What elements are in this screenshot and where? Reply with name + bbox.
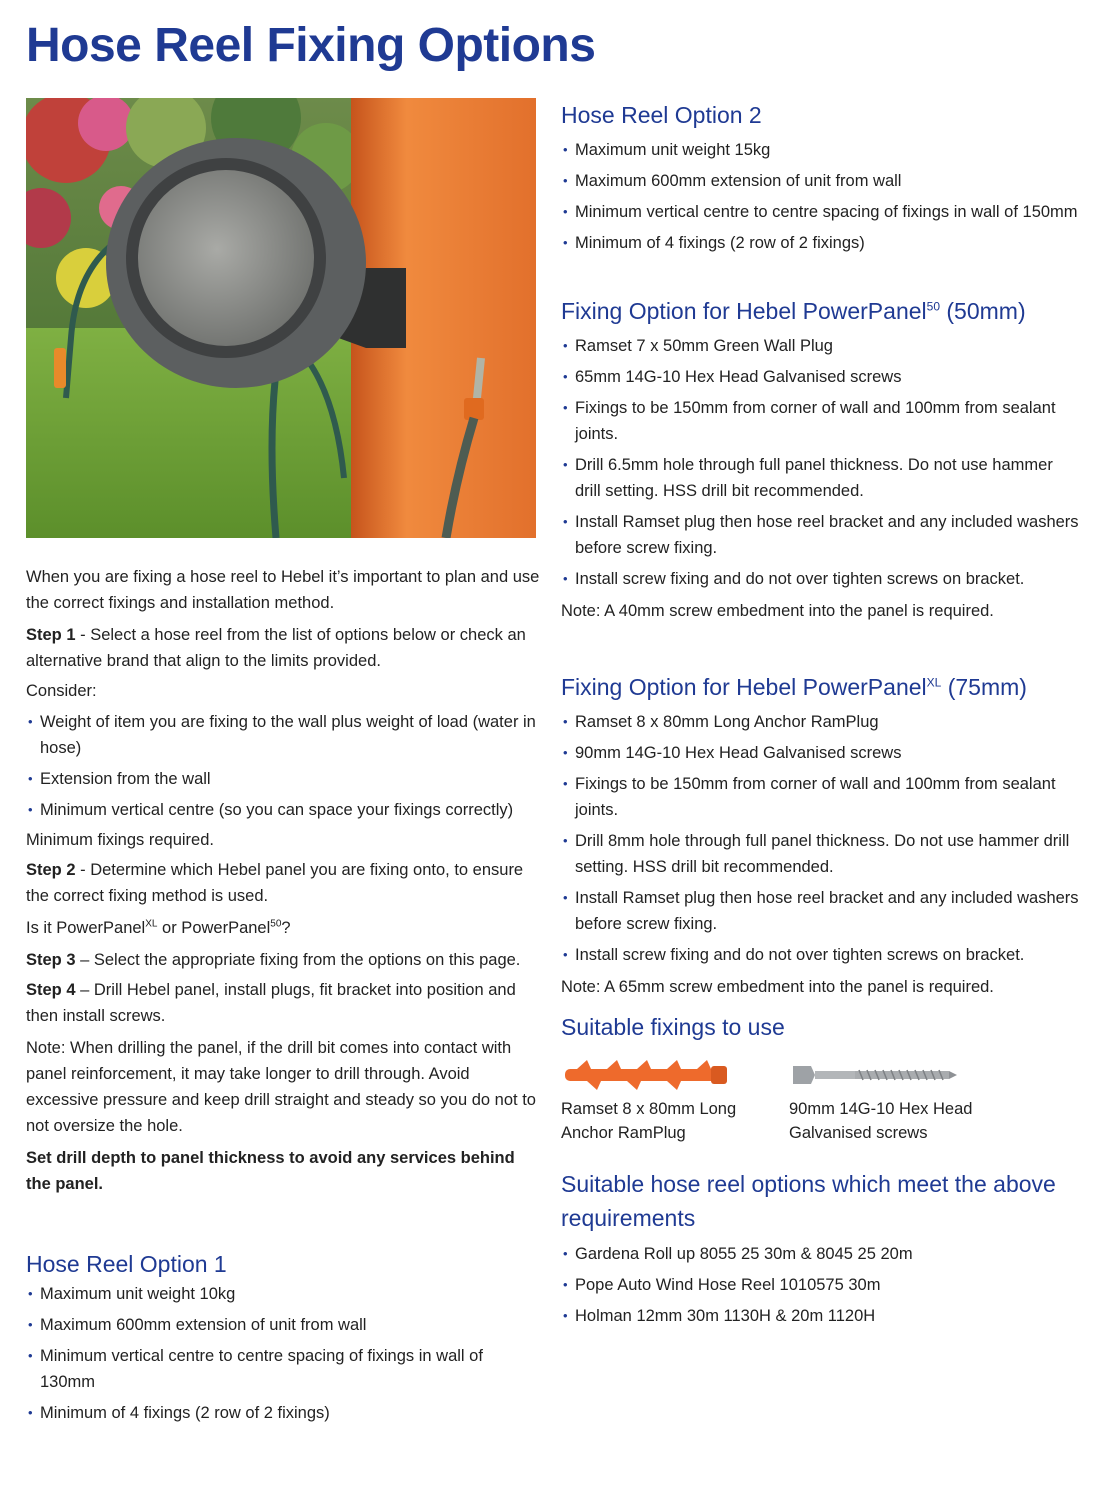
list-item: • Maximum unit weight 15kg: [561, 137, 1081, 163]
list-item: • Fixings to be 150mm from corner of wall and 100mm from sealant joints.: [561, 771, 1081, 823]
consider-label: Consider:: [26, 682, 97, 700]
list-item: • Minimum vertical centre (so you can space your fixings correctly): [26, 797, 541, 823]
consider-list: [26, 709, 541, 823]
option-2-heading: Hose Reel Option 2: [561, 102, 762, 128]
right-column: [561, 98, 1081, 1329]
list-item: • Extension from the wall: [26, 766, 541, 792]
question-50: 50: [270, 918, 282, 930]
list-item: • Minimum vertical centre to centre spacing of fixings in wall of 130mm: [26, 1343, 541, 1395]
panel-question: [26, 915, 541, 941]
step-3: [26, 947, 541, 973]
step-4-label: Step 4: [26, 981, 76, 999]
question-mid: or PowerPanel: [157, 919, 271, 937]
pp50-heading-post: (50mm): [940, 298, 1026, 324]
list-item: • Ramset 7 x 50mm Green Wall Plug: [561, 333, 1081, 359]
screw-fixing: [789, 1058, 1017, 1145]
step-2: [26, 857, 541, 909]
anchor-fixing: [561, 1058, 789, 1145]
ppxl-heading-post: (75mm): [941, 674, 1027, 700]
pp50-note: Note: A 40mm screw embedment into the panel is required.: [561, 602, 994, 620]
list-item: • Maximum 600mm extension of unit from wall: [26, 1312, 541, 1338]
step-3-label: Step 3: [26, 951, 76, 969]
step-2-text: - Determine which Hebel panel you are fixing onto, to ensure the correct fixing method is used.: [26, 861, 524, 905]
page-title: Hose Reel Fixing Options: [26, 19, 596, 72]
step-1-label: Step 1: [26, 626, 76, 644]
option-1-heading: Hose Reel Option 1: [26, 1251, 227, 1277]
list-item: • Minimum of 4 fixings (2 row of 2 fixings): [561, 230, 1081, 256]
drill-depth-warning: Set drill depth to panel thickness to avoid any services behind the panel.: [26, 1149, 515, 1193]
list-item: • Holman 12mm 30m 1130H & 20m 1120H: [561, 1303, 1081, 1329]
list-item: • 90mm 14G-10 Hex Head Galvanised screws: [561, 740, 1081, 766]
question-end: ?: [281, 919, 291, 937]
ppxl-heading: [561, 670, 1081, 704]
list-item: • Gardena Roll up 8055 25 30m & 8045 25 20m: [561, 1241, 1081, 1267]
hex-screw-icon: [789, 1058, 959, 1092]
intro-text: When you are fixing a hose reel to Hebel it’s important to plan and use the correct fixings and installation method.: [26, 568, 540, 612]
min-fixings-text: Minimum fixings required.: [26, 831, 214, 849]
pp50-heading-sup: 50: [926, 299, 940, 314]
list-item: • 65mm 14G-10 Hex Head Galvanised screws: [561, 364, 1081, 390]
list-item: • Maximum unit weight 10kg: [26, 1281, 541, 1307]
list-item: • Minimum vertical centre to centre spacing of fixings in wall of 150mm: [561, 199, 1081, 225]
question-pre: Is it PowerPanel: [26, 919, 146, 937]
screw-caption: 90mm 14G-10 Hex Head Galvanised screws: [789, 1100, 973, 1142]
reels-heading: Suitable hose reel options which meet the above requirements: [561, 1171, 1056, 1231]
fixings-heading: Suitable fixings to use: [561, 1014, 785, 1040]
question-xl: XL: [145, 918, 158, 930]
ppxl-heading-sup: XL: [926, 675, 942, 690]
list-item: • Weight of item you are fixing to the wall plus weight of load (water in hose): [26, 709, 541, 761]
ppxl-heading-pre: Fixing Option for Hebel PowerPanel: [561, 674, 927, 700]
drilling-note: Note: When drilling the panel, if the drill bit comes into contact with panel reinforcement, it may take longer to drill through. Avoid excessive pressure and keep drill straight and steady so you do not to not oversize the hole.: [26, 1039, 536, 1135]
list-item: • Drill 8mm hole through full panel thickness. Do not use hammer drill setting. HSS drill bit recommended.: [561, 828, 1081, 880]
fixings-row: [561, 1058, 1081, 1145]
step-3-text: – Select the appropriate fixing from the options on this page.: [75, 951, 521, 969]
reels-list: [561, 1241, 1081, 1329]
list-item: • Maximum 600mm extension of unit from wall: [561, 168, 1081, 194]
list-item: • Pope Auto Wind Hose Reel 1010575 30m: [561, 1272, 1081, 1298]
pp50-heading: [561, 294, 1081, 328]
step-4: [26, 977, 541, 1029]
ppxl-list: [561, 709, 1081, 968]
option-1-list: [26, 1281, 541, 1426]
ppxl-note: Note: A 65mm screw embedment into the panel is required.: [561, 978, 994, 996]
pp50-list: [561, 333, 1081, 592]
step-4-text: – Drill Hebel panel, install plugs, fit bracket into position and then install screws.: [26, 981, 516, 1025]
list-item: • Ramset 8 x 80mm Long Anchor RamPlug: [561, 709, 1081, 735]
pp50-heading-pre: Fixing Option for Hebel PowerPanel: [561, 298, 927, 324]
list-item: • Install screw fixing and do not over tighten screws on bracket.: [561, 942, 1081, 968]
hose-reel-photo: [26, 98, 536, 538]
anchor-caption: Ramset 8 x 80mm Long Anchor RamPlug: [561, 1100, 737, 1142]
left-column: [26, 98, 541, 1426]
step-1-text: - Select a hose reel from the list of options below or check an alternative brand that align to the limits provided.: [26, 626, 526, 670]
list-item: • Install Ramset plug then hose reel bracket and any included washers before screw fixing.: [561, 509, 1081, 561]
list-item: • Install screw fixing and do not over tighten screws on bracket.: [561, 566, 1081, 592]
list-item: • Fixings to be 150mm from corner of wall and 100mm from sealant joints.: [561, 395, 1081, 447]
option-2-list: [561, 137, 1081, 256]
list-item: • Install Ramset plug then hose reel bracket and any included washers before screw fixing.: [561, 885, 1081, 937]
list-item: • Minimum of 4 fixings (2 row of 2 fixings): [26, 1400, 541, 1426]
ramplug-anchor-icon: [561, 1058, 731, 1092]
list-item: • Drill 6.5mm hole through full panel thickness. Do not use hammer drill setting. HSS drill bit recommended.: [561, 452, 1081, 504]
step-1: [26, 622, 541, 674]
step-2-label: Step 2: [26, 861, 76, 879]
